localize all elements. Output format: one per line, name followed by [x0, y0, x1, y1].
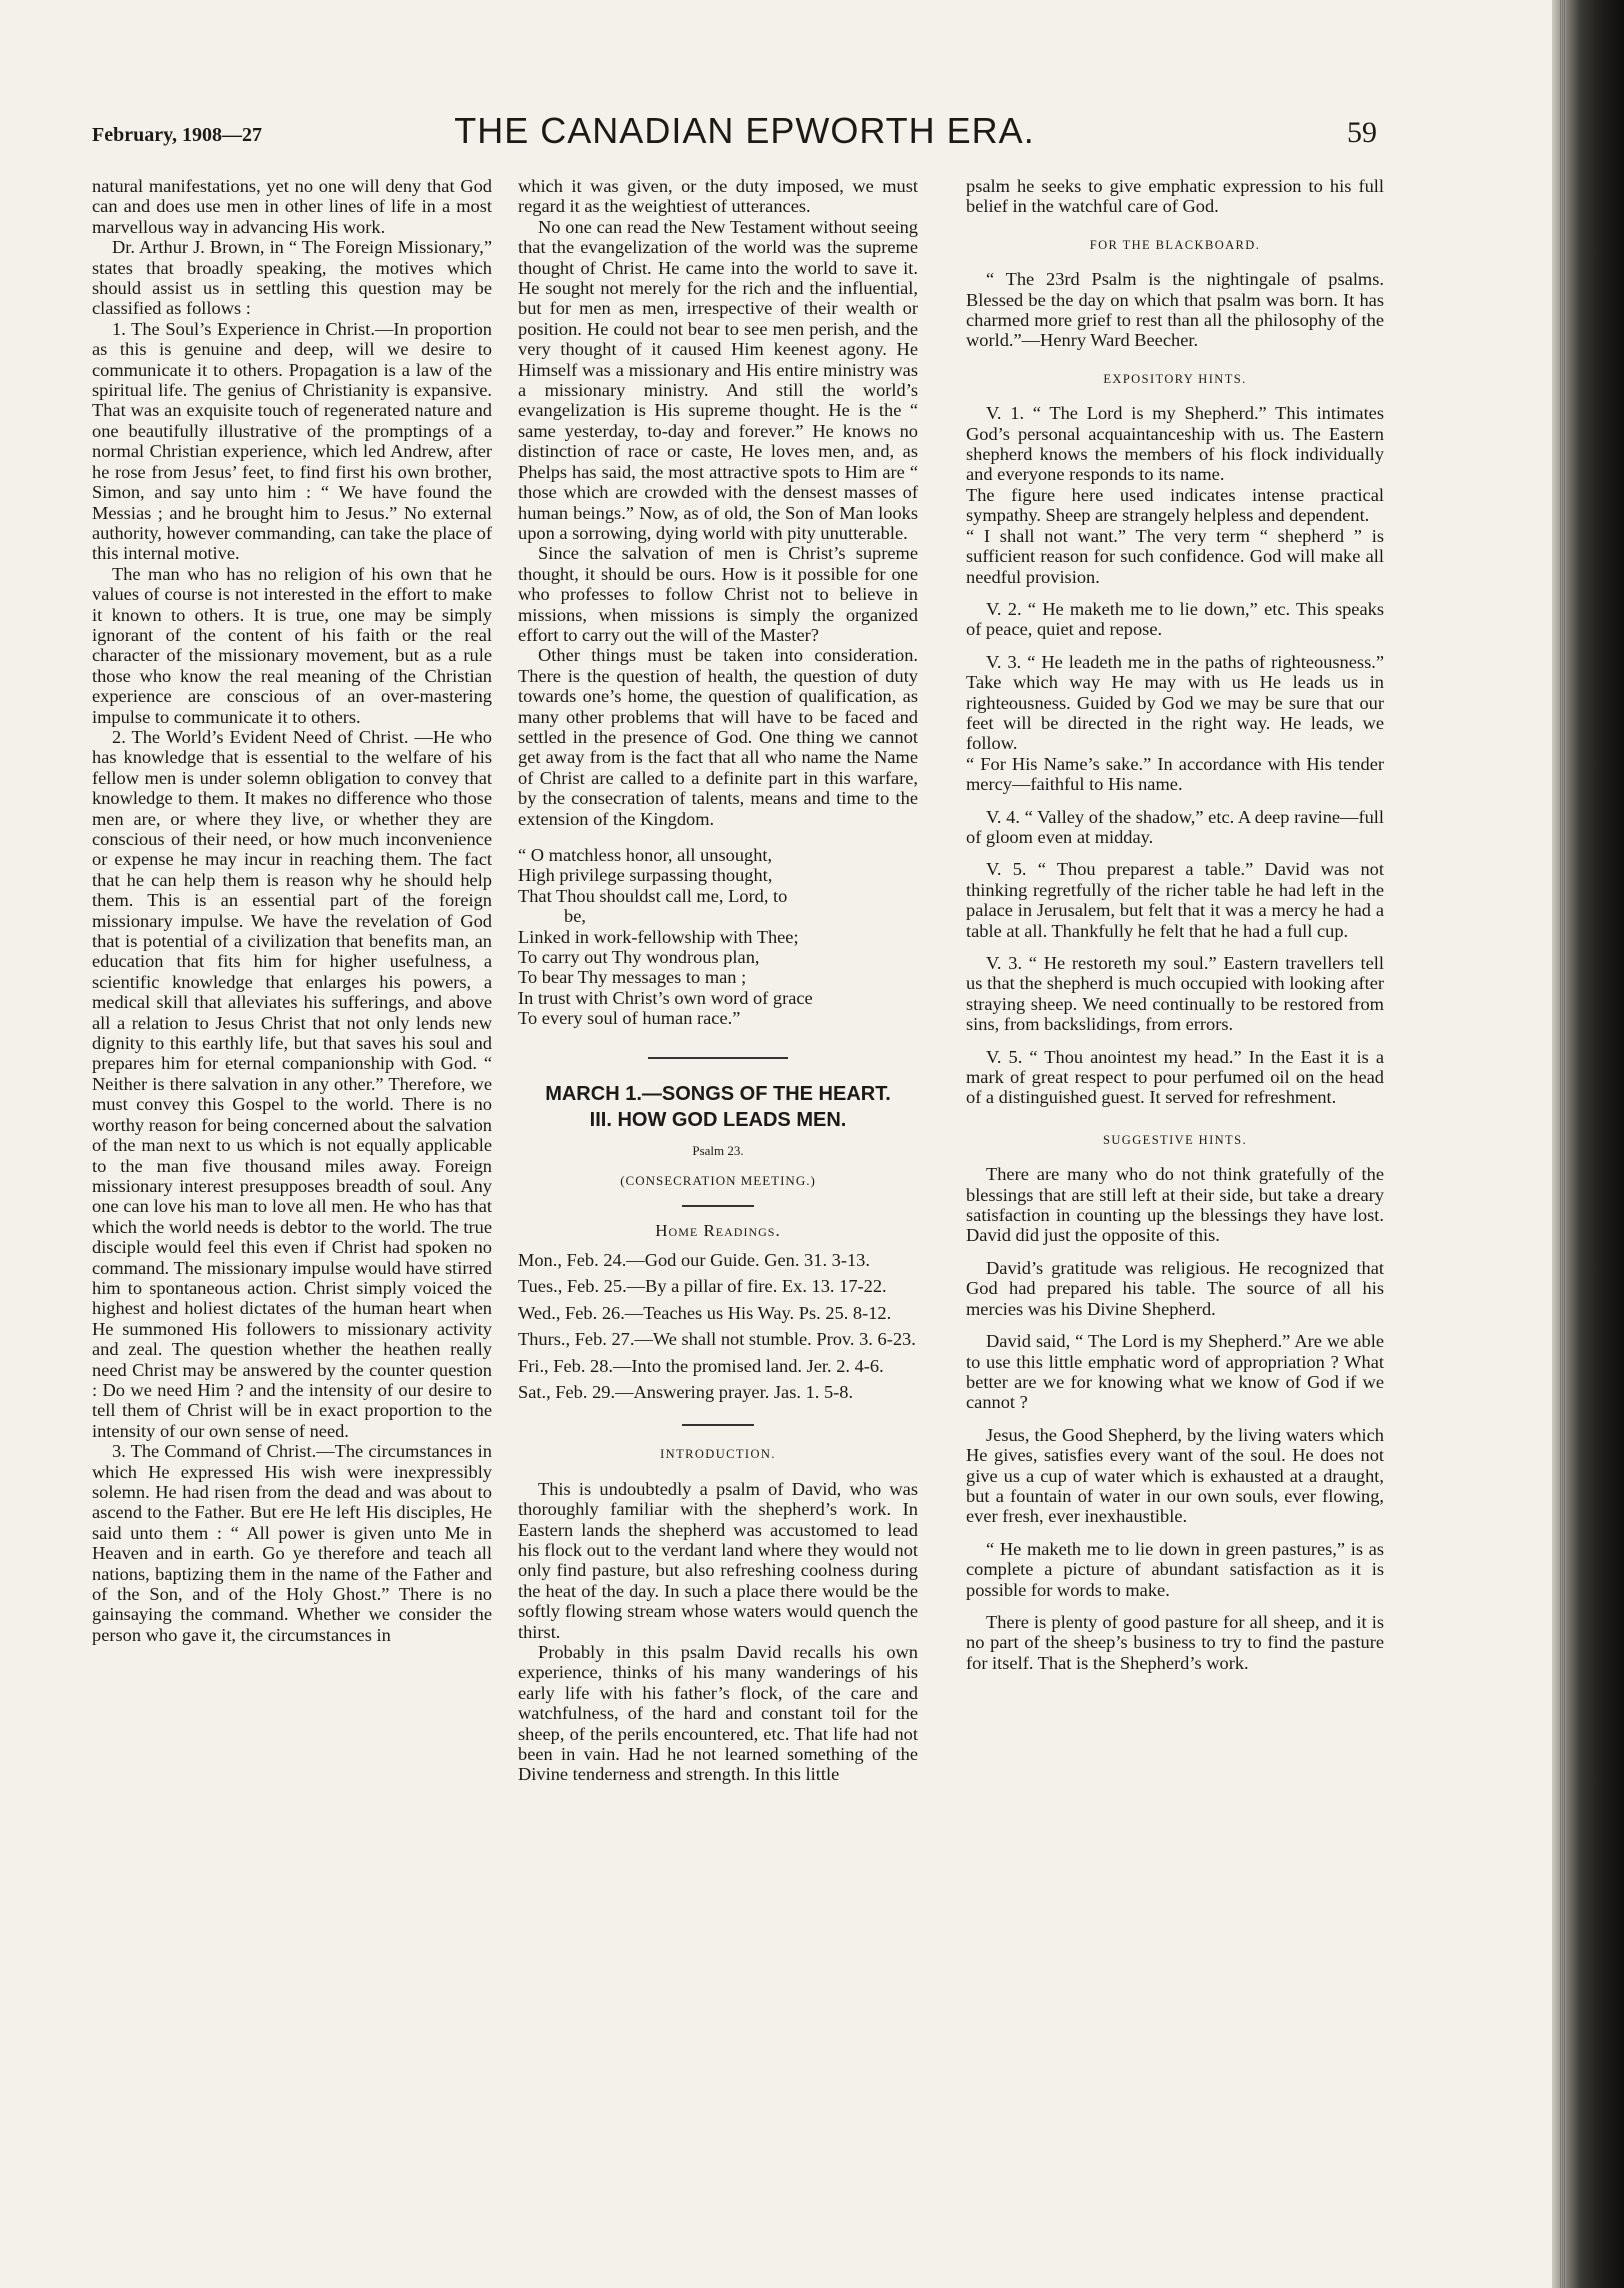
blackboard-heading: FOR THE BLACKBOARD.: [1089, 237, 1261, 252]
paragraph: V. 1. “ The Lord is my Shepherd.” This intimates God’s personal acquaintanceship with us. The Eastern shepherd knows the members of his flock individually and everyone responds to its name.: [966, 403, 1384, 485]
verse-line: To bear Thy messages to man ;: [518, 967, 747, 988]
book-spine: [1552, 0, 1624, 2288]
home-readings-list: [518, 1250, 918, 1402]
verse-line: To carry out Thy wondrous plan,: [518, 947, 760, 968]
verse-line: “ O matchless honor, all unsought,: [518, 845, 773, 865]
paragraph: V. 5. “ Thou anointest my head.” In the East it is a mark of great respect to pour perfumed oil on the head of a distinguished guest. It served for refreshment.: [966, 1046, 1384, 1108]
expository-heading: EXPOSITORY HINTS.: [1103, 371, 1247, 386]
paragraph: David said, “ The Lord is my Shepherd.” Are we able to use this little emphatic word of appropriation ? What better are we for knowing what we know of God if we cannot ?: [966, 1331, 1384, 1413]
reading-item: Thurs., Feb. 27.—We shall not stumble. Prov. 3. 6-23.: [518, 1329, 916, 1350]
lesson-date-title: MARCH 1.—SONGS OF THE HEART.: [545, 1082, 891, 1105]
paragraph: V. 2. “ He maketh me to lie down,” etc. This speaks of peace, quiet and repose.: [966, 598, 1384, 640]
meeting-type: (CONSECRATION MEETING.): [620, 1173, 816, 1189]
reading-item: Tues., Feb. 25.—By a pillar of fire. Ex. 13. 17-22.: [518, 1276, 887, 1297]
paragraph: which it was given, or the duty imposed, we must regard it as the weightiest of utterances.: [518, 176, 918, 217]
suggestive-heading: SUGGESTIVE HINTS.: [1103, 1132, 1247, 1147]
paragraph: Probably in this psalm David recalls his own experience, thinks of his many wanderings of his early life with his father’s flock, of the care and watchfulness, of the hard and constant toil for the sheep, of the perils encountered, etc. That life had not been in vain. Had he not learned something of the Divine tenderness and strength. In this little: [518, 1641, 918, 1785]
paragraph: Dr. Arthur J. Brown, in “ The Foreign Missionary,” states that broadly speaking, the motives which should assist us in settling this question may be classified as follows :: [92, 237, 492, 319]
paragraph: This is undoubtedly a psalm of David, who was thoroughly familiar with the shepherd’s work. In Eastern lands the shepherd was accustomed to lead his flock out to the verdant land where they would not only find pasture, but also refreshing coolness during the heat of the day. In such a place there would be the softly flowing stream whose waters would quench the thirst.: [518, 1478, 918, 1642]
column-2: [518, 176, 918, 1785]
verse-line: High privilege surpassing thought,: [518, 865, 773, 886]
paragraph: There is plenty of good pasture for all sheep, and it is no part of the sheep’s business to try to find the pasture for itself. That is the Shepherd’s work.: [966, 1611, 1384, 1673]
paragraph: natural manifestations, yet no one will deny that God can and does use men in other lines of life in a most marvellous way in advancing His work.: [92, 176, 492, 237]
paragraph: “ For His Name’s sake.” In accordance with His tender mercy—faithful to His name.: [966, 753, 1384, 795]
scripture-reference: Psalm 23.: [692, 1142, 744, 1158]
divider: [682, 1205, 754, 1207]
paragraph: Jesus, the Good Shepherd, by the living waters which He gives, satisfies every want of the soul. He does not give us a cup of water which is exhausted at a draught, but a fountain of water in our own souls, ever flowing, ever fresh, ever inexhaustible.: [966, 1424, 1384, 1527]
page-header: [92, 110, 1377, 160]
paragraph: “ The 23rd Psalm is the nightingale of psalms. Blessed be the day on which that psalm was born. It has charmed more grief to rest than all the philosophy of the world.”—Henry Ward Beecher.: [966, 269, 1384, 351]
column-1: [92, 176, 492, 1645]
verse-line: be,: [564, 906, 586, 927]
paragraph: 1. The Soul’s Experience in Christ.—In proportion as this is genuine and deep, will we desire to communicate it to others. Propagation is a law of the spiritual life. The genius of Christianity is expansive. That was an exquisite touch of regenerated nature and one beautifully illustrative of the promptings of a normal Christian experience, which led Andrew, after he rose from Jesus’ feet, to find first his own brother, Simon, and say unto him : “ We have found the Messias ; and he brought him to Jesus.” No external authority, however commanding, can take the place of this internal motive.: [92, 318, 492, 564]
lesson-heading: [518, 1081, 918, 1133]
reading-item: Sat., Feb. 29.—Answering prayer. Jas. 1. 5-8.: [518, 1381, 854, 1402]
page-number: 59: [1347, 116, 1377, 149]
paragraph: V. 5. “ Thou preparest a table.” David was not thinking regretfully of the richer table he had left in the palace in Jerusalem, but felt that it was a mercy he had a table at all. Thankfully he felt that he had a full cup.: [966, 859, 1384, 941]
lesson-subtitle: III. HOW GOD LEADS MEN.: [589, 1108, 847, 1131]
paragraph: 3. The Command of Christ.—The circumstances in which He expressed His wish were inexpressibly solemn. He had risen from the dead and was about to ascend to the Father. But ere He left His disciples, He said unto them : “ All power is given unto Me in Heaven and in earth. Go ye therefore and teach all nations, baptizing them in the name of the Father and of the Son, and of the Holy Ghost.” There is no gainsaying the command. Whether we consider the person who gave it, the circumstances in: [92, 1441, 492, 1645]
divider: [682, 1424, 754, 1426]
paragraph: 2. The World’s Evident Need of Christ. —He who has knowledge that is essential to the welfare of his fellow men is under solemn obligation to convey that knowledge to them. It makes no difference who those men are, or where they live, or whether they are conscious of their need, or how much inconvenience or expense he may incur in reaching them. The fact that he can help them is reason why he should help them. This is an essential part of the foreign missionary impulse. We have the revelation of God that is potential of a civilization that benefits man, an education that fits him for higher usefulness, a scientific knowledge that enlarges his powers, a medical skill that alleviates his sufferings, and above all a relation to Jesus Christ that not only lends new dignity to this earthly life, but that saves his soul and prepares him for eternal companionship with God. “ Neither is there salvation in any other.” Therefore, we must convey this Gospel to the world. There is no worthy reason for being concerned about the salvation of the man next to us which is not equally applicable to the man five thousand miles away. Foreign missionary interest presupposes breadth of soul. Any one can love his man to love all men. He who has that which the world needs is debtor to the world. The true disciple would feel this even if Christ had spoken no command. The missionary impulse would have stirred him to spontaneous action. Christ simply voiced the highest and holiest dictates of the human heart when He summoned His followers to missionary activity and zeal. The question whether the heathen really need Christ may be answered by the counter question : Do we need Him ? and the intensity of our desire to tell them of Christ will be in exact proportion to the intensity of our own sense of need.: [92, 726, 492, 1441]
reading-item: Wed., Feb. 26.—Teaches us His Way. Ps. 25. 8-12.: [518, 1302, 892, 1323]
magazine-title: THE CANADIAN EPWORTH ERA.: [454, 110, 1035, 151]
introduction-heading: INTRODUCTION.: [660, 1447, 776, 1462]
paragraph: David’s gratitude was religious. He recognized that God had prepared his table. The source of all his mercies was his Divine Shepherd.: [966, 1257, 1384, 1319]
paragraph: V. 3. “ He restoreth my soul.” Eastern travellers tell us that the shepherd is much occupied with looking after straying sheep. We need continually to be restored from sins, from backslidings, from errors.: [966, 953, 1384, 1035]
column-3: [966, 176, 1384, 1673]
paragraph: There are many who do not think gratefully of the blessings that are still left at their side, but take a dreary satisfaction in counting up the blessings they have lost. David did just the opposite of this.: [966, 1164, 1384, 1246]
verse-line: In trust with Christ’s own word of grace: [518, 987, 813, 1008]
paragraph: psalm he seeks to give emphatic expression to his full belief in the watchful care of God.: [966, 176, 1384, 217]
hymn-verse: [518, 845, 918, 1029]
verse-line: To every soul of human race.”: [518, 1008, 741, 1029]
verse-line: Linked in work-fellowship with Thee;: [518, 926, 799, 947]
paragraph: No one can read the New Testament without seeing that the evangelization of the world was the supreme thought of Christ. He came into the world to save it. He sought not merely for the rich and the influential, but for men as men, irrespective of their wealth or position. He could not bear to see men perish, and the very thought of it caused Him keenest agony. He Himself was a missionary and His entire ministry was a missionary ministry. And still the world’s evangelization is His supreme thought. He is the “ same yesterday, to-day and forever.” He knows no distinction of race or caste, He loves men, and, as Phelps has said, the most attractive spots to Him are “ those which are crowded with the densest masses of human beings.” Now, as of old, the Son of Man looks upon a sorrowing, dying world with pity unutterable.: [518, 216, 918, 543]
issue-date: February, 1908—27: [92, 124, 262, 146]
paragraph: Other things must be taken into consideration. There is the question of health, the question of duty towards one’s home, the question of qualification, as many other problems that will have to be faced and settled in the presence of God. One thing we cannot get away from is the fact that all who name the Name of Christ are called to a definite part in this warfare, by the consecration of talents, means and time to the extension of the Kingdom.: [518, 645, 918, 829]
paragraph: V. 4. “ Valley of the shadow,” etc. A deep ravine—full of gloom even at midday.: [966, 806, 1384, 847]
paragraph: “ He maketh me to lie down in green pastures,” is as complete a picture of abundant satisfaction as it is possible for words to make.: [966, 1538, 1384, 1600]
verse-line: That Thou shouldst call me, Lord, to: [518, 885, 788, 906]
home-readings-heading: Home Readings.: [655, 1221, 781, 1241]
paragraph: The man who has no religion of his own that he values of course is not interested in the effort to make it known to others. It is true, one may be simply ignorant of the content of his faith or the real character of the missionary movement, but as a rule those who know the real meaning of the Christian experience are conscious of an over-mastering impulse to communicate it to others.: [92, 563, 492, 727]
section-divider: [648, 1057, 788, 1059]
paragraph: V. 3. “ He leadeth me in the paths of righteousness.” Take which way He may with us He leads us in righteousness. Guided by God we may be sure that our feet will be directed in the right way. He leads, we follow.: [966, 651, 1384, 754]
reading-item: Mon., Feb. 24.—God our Guide. Gen. 31. 3-13.: [518, 1249, 870, 1270]
reading-item: Fri., Feb. 28.—Into the promised land. Jer. 2. 4-6.: [518, 1355, 884, 1376]
paragraph: The figure here used indicates intense practical sympathy. Sheep are strangely helpless and dependent.: [966, 484, 1384, 526]
paragraph: Since the salvation of men is Christ’s supreme thought, it should be ours. How is it possible for one who professes to follow Christ not to believe in missions, when missions is simply the organized effort to carry out the will of the Master?: [518, 543, 918, 645]
paragraph: “ I shall not want.” The very term “ shepherd ” is sufficient reason for such confidence. God will make all needful provision.: [966, 525, 1384, 587]
